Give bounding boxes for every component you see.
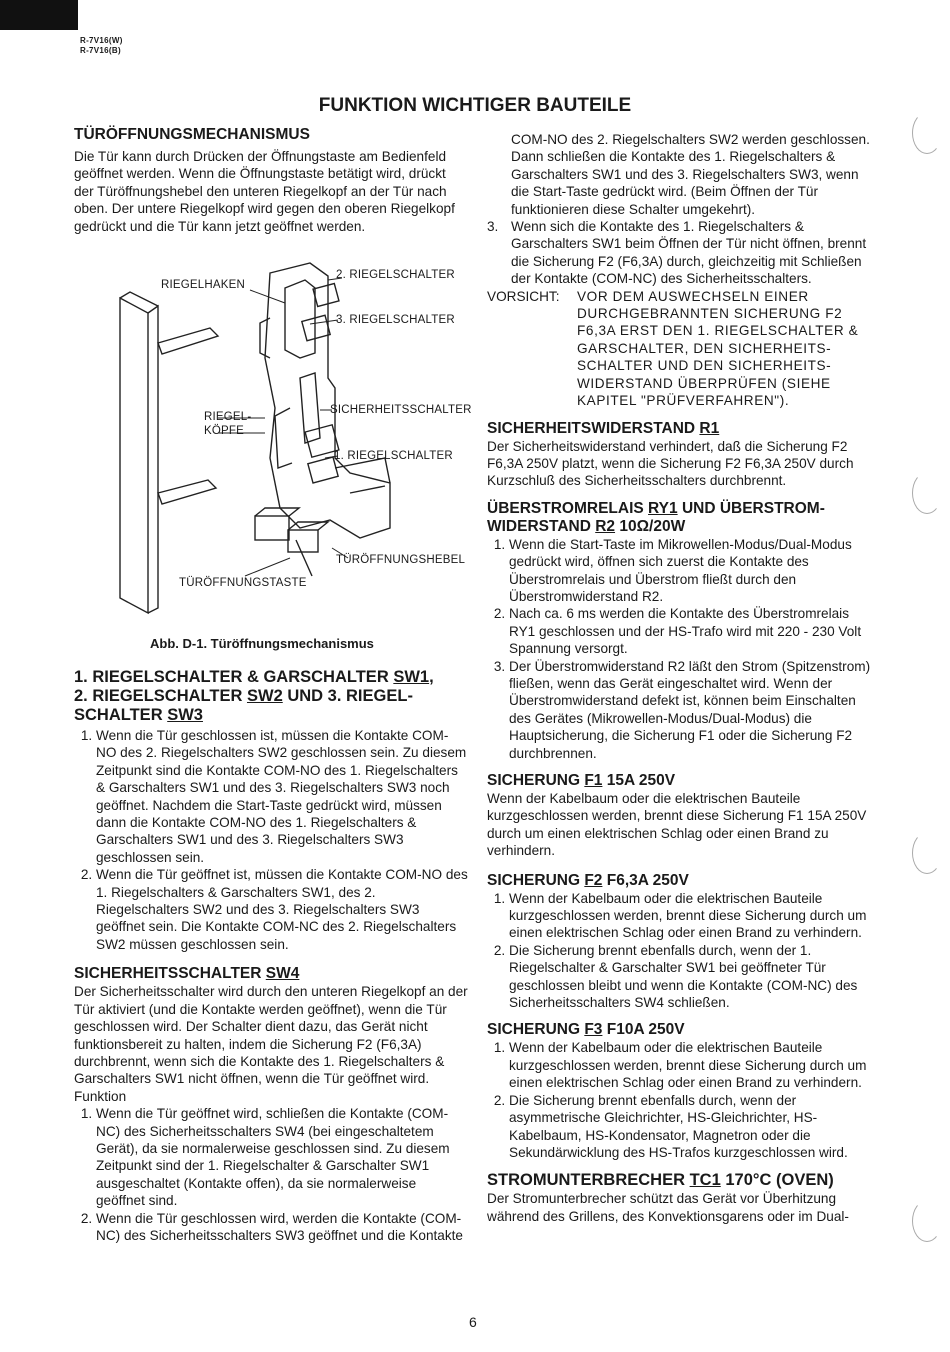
fuse-f3-list [487,1039,877,1161]
section-heading-safety-switch: SICHERHEITSSCHALTER SW4 [74,965,300,983]
fuse-f1-paragraph: Wenn der Kabelbaum oder die elektrischen Bauteile kurzgeschlossen werden, brennt diese Sicherung F1 15A 250V durch um einen elektrischen Schlag oder einen Brand zu verhindern. [487,791,867,859]
list-item: 3. Wenn sich die Kontakte des 1. Riegelschalters & Garschalters SW1 beim Öffnen der Tür nicht öffnen, brennt die Sicherung F2 (F6,3A) durch, gleichzeitig mit Schließen der Kontakte (COM-NC) des Sicherheitsschalters. [487,219,867,287]
left-column-top [74,126,468,235]
list-item: 2. Wenn die Tür geöffnet ist, müssen die Kontakte COM-NO des 1. Riegelschalters & Garschalters SW1, des 2. Riegelschalters SW2 und des 3. Riegelschalters SW3 geöffnet sein. Die Kontakte COM-NC des 2. Riegelschalters SW2 müssen geschlossen sein. [96,866,468,953]
fuse-f2-list [487,890,877,1012]
caution-block [487,288,877,410]
door-paragraph: Die Tür kann durch Drücken der Öffnungstaste am Bedienfeld geöffnet werden. Wenn die Öffnungstaste betätigt wird, drückt der Türöffnungshebel den unteren Riegelkopf an der Tür nach oben. Der untere Riegelkopf wird gegen den oberen Riegelkopf gedrückt und die Tür kann jetzt geöffnet werden. [74,149,455,234]
section-heading-safety-resistor: SICHERHEITSWIDERSTAND R1 [487,419,720,437]
figure-label-switch-3: 3. RIEGELSCHALTER [336,314,455,326]
relay-list [487,536,877,762]
figure-label-door-button: TÜRÖFFNUNGSTASTE [179,577,307,589]
section-heading-thermal-cutout: STROMUNTERBRECHER TC1 170°C (OVEN) [487,1171,834,1190]
list-item: 2. Nach ca. 6 ms werden die Kontakte des Überstromrelais RY1 geschlossen und der HS-Trafo wird mit 220 - 230 Volt Spannung versorgt. [509,605,877,657]
figure-label-latch-heads: KÖPFE [204,425,244,437]
list-item: 3. Der Überstromwiderstand R2 läßt den Strom (Spitzenstrom) fließen, wenn das Gerät eingeschaltet wird. Wenn der Überstromwiderstand defekt ist, können beim Einschalten des Gerätes (Mikrowellen-Modus/Dual-Modus) die Hauptsicherung, die Sicherung F1 oder die Sicherung F2 durchbrennen. [509,658,877,762]
binder-hole [912,112,942,154]
safety-paragraph: Der Sicherheitsschalter wird durch den unteren Riegelkopf an der Tür aktiviert (und die Kontakte werden geöffnet), wenn die Tür geschlossen wird. Der Schalter dient dazu, das Gerät nicht funktionsbereit zu halten, indem die Sicherung F2 (F6,3A) durchbrennt, wenn sich die Kontakte des 1. Riegelschalters & Garschalters SW1 nicht öffnen, wenn die Tür geöffnet wird. [74,984,468,1087]
door-mechanism-figure [100,258,490,628]
list-item: 1. Wenn die Tür geöffnet wird, schließen die Kontakte (COM-NC) des Sicherheitsschalters SW4 (bei eingeschaltetem Gerät), da sie normalerweise geschlossen sind. Zu diesem Zeitpunkt sind der 1. Riegelschalter & Garschalter SW1 ausgeschaltet (Kontakte offen), da sie normalerweise geöffnet sind. [96,1105,468,1209]
figure-label-switch-1: 1. RIEGELSCHALTER [334,450,453,462]
binder-hole [912,832,942,874]
section-heading-fuse-f2: SICHERUNG F2 F6,3A 250V [487,871,689,889]
section-heading-relay: ÜBERSTROMRELAIS RY1 UND ÜBERSTROM- WIDERSTAND R2 10Ω/20W [487,499,825,535]
binder-hole [912,1200,942,1242]
page-title: FUNKTION WICHTIGER BAUTEILE [318,95,632,116]
thermal-cutout-paragraph: Der Stromunterbrecher schützt das Gerät vor Überhitzung während des Grillens, des Konvektionsgarens oder im Dual- [487,1191,849,1224]
section-heading-switches: 1. RIEGELSCHALTER & GARSCHALTER SW1, 2. RIEGELSCHALTER SW2 UND 3. RIEGEL- SCHALTER SW3 [74,668,434,724]
figure-label-switch-2: 2. RIEGELSCHALTER [336,269,455,281]
right-column [487,131,877,1225]
funktion-label: Funktion [74,1088,127,1104]
caution-label: VORSICHT: [487,288,560,304]
figure-label-latch-hook: RIEGELHAKEN [161,279,246,291]
figure-label-door-lever: TÜRÖFFNUNGSHEBEL [336,554,466,566]
page-number: 6 [469,1314,477,1330]
section-heading-door: TÜRÖFFNUNGSMECHANISMUS [74,126,310,143]
continued-paragraph: COM-NO des 2. Riegelschalters SW2 werden geschlossen. Dann schließen die Kontakte des 1. Riegelschalters & Garschalters SW1 und des 3. Riegelschalters SW3, wenn die Start-Taste gedrückt wird. (Beim Öffnen der Tür funktionieren diese Schalter umgekehrt). [511,132,870,217]
section-heading-fuse-f1: SICHERUNG F1 15A 250V [487,772,676,789]
list-item: 2. Die Sicherung brennt ebenfalls durch, wenn der 1. Riegelschalter & Garschalter SW1 bei geöffneter Tür geschlossen bleibt und wenn die Kontakte (COM-NC) des Sicherheitsschalters SW4 schließen. [509,942,877,1012]
model-number: R-7V16(W) [80,36,123,45]
switch-list [74,727,468,953]
scan-black-bar [0,0,78,30]
section-heading-fuse-f3: SICHERUNG F3 F10A 250V [487,1021,685,1039]
left-column-bottom [74,668,468,1244]
list-item: 1. Wenn der Kabelbaum oder die elektrischen Bauteile kurzgeschlossen werden, brennt diese Sicherung durch um einen elektrischen Schlag oder einen Brand zu verhindern. [509,890,877,942]
list-item: 1. Wenn die Start-Taste im Mikrowellen-Modus/Dual-Modus gedrückt wird, öffnen sich zuerst die Kontakte des Überstromrelais und Überstrom fließt durch den Überstromwiderstand R2. [509,536,877,606]
list-item: 2. Die Sicherung brennt ebenfalls durch, wenn der asymmetrische Gleichrichter, HS-Gleichrichter, HS-Kabelbaum, HS-Kondensator, Magnetron oder die Sekundärwicklung des HS-Trafos kurzgeschlossen wird. [509,1092,877,1162]
resistor-paragraph: Der Sicherheitswiderstand verhindert, daß die Sicherung F2 F6,3A 250V platzt, wenn die Sicherung F2 F6,3A 250V durch Kurzschluß des Sicherheitsschalters durchbrennt. [487,438,854,489]
list-item: 1. Wenn der Kabelbaum oder die elektrischen Bauteile kurzgeschlossen werden, brennt diese Sicherung durch um einen elektrischen Schlag oder einen Brand zu verhindern. [509,1039,877,1091]
safety-list [74,1105,468,1244]
caution-text: VOR DEM AUSWECHSELN EINER DURCHGEBRANNTEN SICHERUNG F2 F6,3A ERST DEN 1. RIEGELSCHALTER & GARSCHALTER, DEN SICHERHEITS-SCHALTER UND DEN SICHERHEITS-WIDERSTAND ÜBERPRÜFEN (SIEHE KAPITEL "PRÜFVERFAHREN"). [577,288,859,409]
model-number: R-7V16(B) [80,46,121,55]
figure-label-safety-switch: SICHERHEITSSCHALTER [330,404,472,416]
list-item: 1. Wenn die Tür geschlossen ist, müssen die Kontakte COM-NO des 2. Riegelschalters SW2 geschlossen sein. Zu diesem Zeitpunkt sind die Kontakte COM-NO des 1. Riegelschalters & Garschalters SW1 und des 3. Riegelschalters SW3 noch geöffnet. Nachdem die Start-Taste gedrückt wird, müssen dann die Kontakte COM-NO des 1. Riegelschalters & Garschalters SW1 und des 3. Riegelschalters SW3 geschlossen sein. [96,727,468,866]
list-item: 2. Wenn die Tür geschlossen wird, werden die Kontakte (COM-NC) des Sicherheitsschalters SW3 geöffnet und die Kontakte [96,1210,468,1245]
figure-caption: Abb. D-1. Türöffnungsmechanismus [150,636,374,651]
binder-hole [912,472,942,514]
figure-label-latch-heads: RIEGEL- [204,411,252,423]
